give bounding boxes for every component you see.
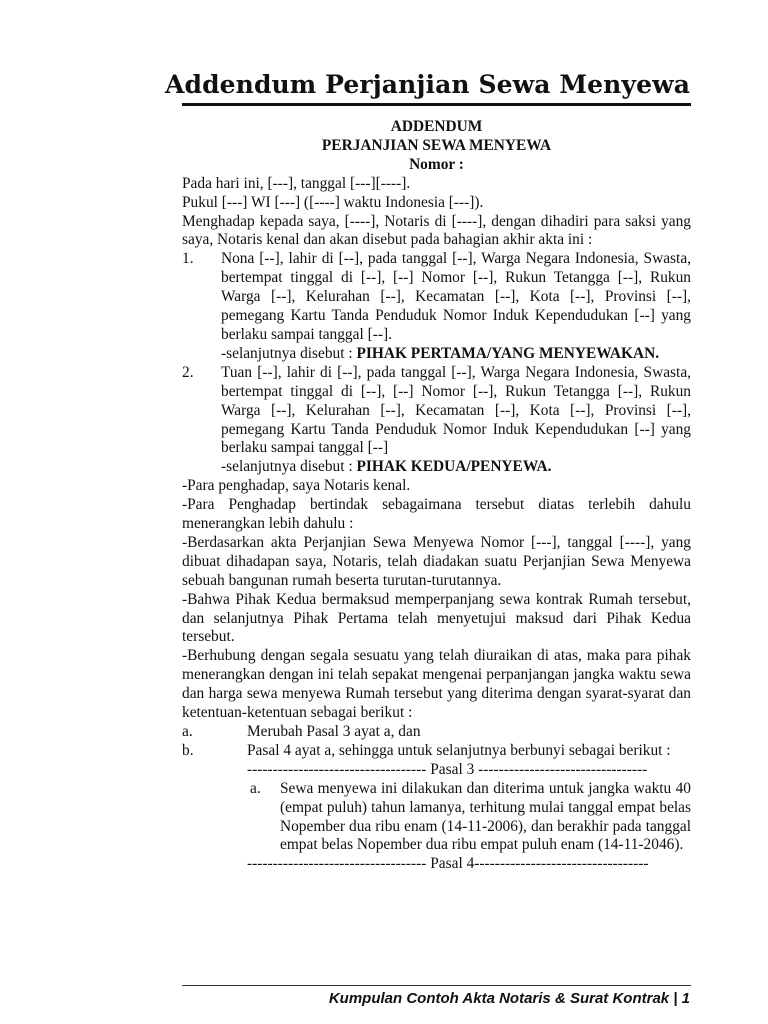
- party-two-designation-name: PIHAK KEDUA/PENYEWA.: [356, 458, 552, 476]
- footer-text: Kumpulan Contoh Akta Notaris & Surat Kontrak | 1: [328, 990, 690, 1007]
- heading-addendum: ADDENDUM: [390, 118, 483, 135]
- list-item-b-text: Pasal 4 ayat a, sehingga untuk selanjutnya berbunyi sebagai berikut :: [247, 741, 671, 759]
- party-one-designation: [182, 345, 691, 364]
- party-two-item: [182, 364, 691, 459]
- party-two-number: 2.: [182, 363, 194, 381]
- party-two-text: Tuan [--], lahir di [--], pada tanggal [--], Warga Negara Indonesia, Swasta, bertempat tinggal di [--], [--] Nomor [--], Rukun Tetangga [--], Rukun Warga [--], Kelurahan [--], Kecamatan [--], Kota [--], Provinsi [--], pemegang Kartu Tanda Penduduk Nomor Induk Kependudukan [--] yang berlaku sampai tanggal [--]: [221, 363, 691, 457]
- heading-perjanjian: PERJANJIAN SEWA MENYEWA: [321, 136, 552, 154]
- paragraph-penghadap: -Para penghadap, saya Notaris kenal.: [182, 477, 411, 495]
- pasal-4-heading: ----------------------------------- Pasal 4----------------------------------: [247, 855, 649, 873]
- list-item-a: [182, 723, 691, 742]
- party-one-designation-name: PIHAK PERTAMA/YANG MENYEWAKAN.: [356, 344, 660, 362]
- party-two-designation-prefix: -selanjutnya disebut :: [221, 458, 357, 476]
- party-one-number: 1.: [182, 250, 194, 268]
- document-body: [182, 118, 691, 874]
- heading-nomor: Nomor :: [409, 155, 464, 173]
- page-title: Addendum Perjanjian Sewa Menyewa: [165, 70, 690, 99]
- paragraph-bahwa: -Bahwa Pihak Kedua bermaksud memperpanjang sewa kontrak Rumah tersebut, dan selanjutnya Pihak Pertama telah menyetujui maksud dari Pihak Kedua tersebut.: [182, 590, 691, 646]
- intro-paragraph: Menghadap kepada saya, [----], Notaris di [----], dengan dihadiri para saksi yang saya, Notaris kenal dan akan disebut pada bahagian akhir akta ini :: [182, 212, 691, 249]
- paragraph-berdasarkan: -Berdasarkan akta Perjanjian Sewa Menyewa Nomor [---], tanggal [----], yang dibuat dihadapan saya, Notaris, telah diadakan suatu Perjanjian Sewa Menyewa sebuah bangunan rumah beserta turutan-turutannya.: [182, 533, 691, 589]
- list-item-a-text: Merubah Pasal 3 ayat a, dan: [247, 723, 421, 740]
- paragraph-bertindak: -Para Penghadap bertindak sebagaimana tersebut diatas terlebih dahulu menerangkan lebih dahulu :: [182, 496, 691, 533]
- footer-divider: [182, 985, 691, 986]
- list-item-a-label: a.: [182, 723, 193, 740]
- party-one-item: [182, 250, 691, 345]
- party-two-designation: [182, 458, 691, 477]
- pasal-3-heading: ----------------------------------- Pasal 3 ---------------------------------: [247, 760, 648, 778]
- pasal-3-item-a-text: Sewa menyewa ini dilakukan dan diterima untuk jangka waktu 40 (empat puluh) tahun lamanya, terhitung mulai tanggal empat belas Nopember dua ribu enam (14-11-2006), dan berakhir pada tanggal empat belas Nopember dua ribu empat puluh enam (14-11-2046).: [280, 779, 691, 854]
- pasal-3-item-a-label: a.: [250, 779, 261, 797]
- list-item-b-label: b.: [182, 741, 194, 759]
- party-one-designation-prefix: -selanjutnya disebut :: [221, 344, 357, 362]
- party-one-text: Nona [--], lahir di [--], pada tanggal [--], Warga Negara Indonesia, Swasta, bertempat tinggal di [--], [--] Nomor [--], Rukun Tetangga [--], Rukun Warga [--], Kelurahan [--], Kecamatan [--], Kota [--], Provinsi [--], pemegang Kartu Tanda Penduduk Nomor Induk Kependudukan [--] yang berlaku sampai tanggal [--].: [221, 250, 691, 343]
- list-item-b: [182, 742, 691, 761]
- header-divider: [182, 103, 691, 106]
- date-line: Pada hari ini, [---], tanggal [---][----].: [182, 174, 411, 192]
- pasal-3-item-a: [182, 780, 691, 856]
- time-line: Pukul [---] WI [---] ([----] waktu Indonesia [---]).: [182, 193, 484, 211]
- paragraph-berhubung: -Berhubung dengan segala sesuatu yang telah diuraikan di atas, maka para pihak menerangkan dengan ini telah sepakat mengenai perpanjangan jangka waktu sewa dan harga sewa menyewa Rumah tersebut yang diterima dengan syarat-syarat dan ketentuan-ketentuan sebagai berikut :: [182, 647, 691, 722]
